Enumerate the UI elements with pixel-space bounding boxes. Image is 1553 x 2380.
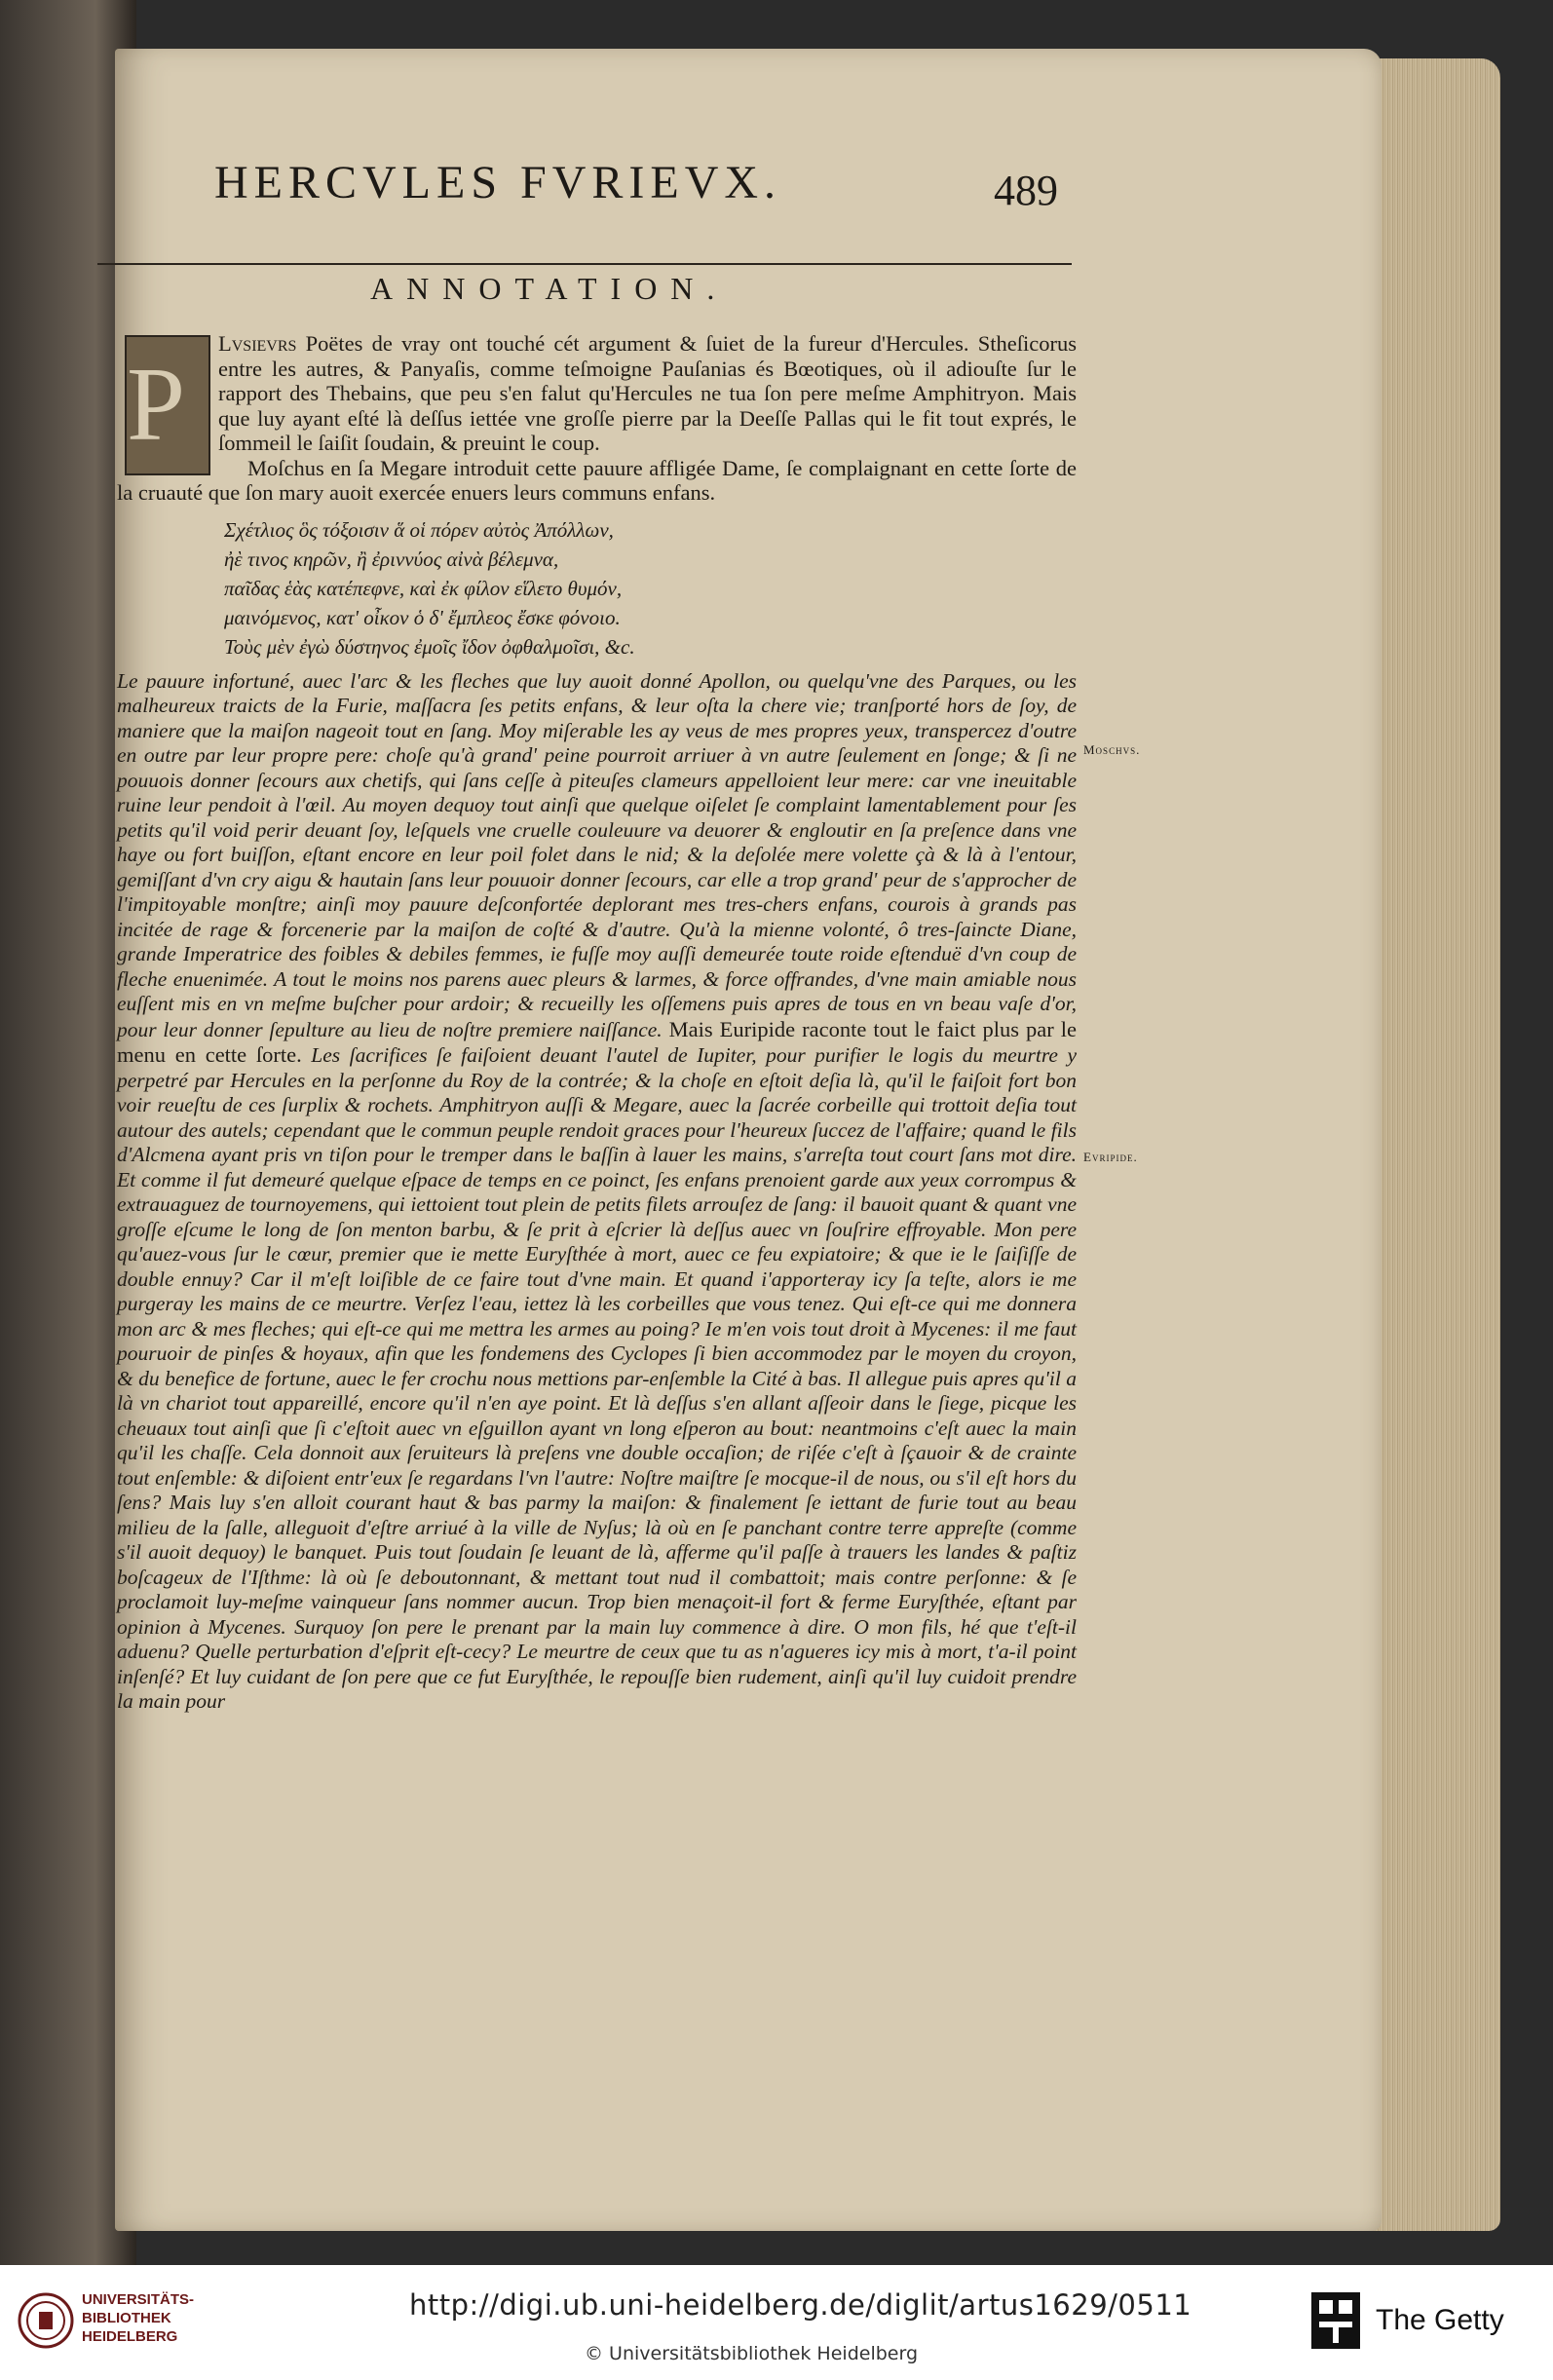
- running-title: HERCVLES FVRIEVX.: [214, 157, 782, 208]
- paragraph-intro: [117, 331, 1077, 463]
- university-seal-icon: [18, 2292, 74, 2349]
- greek-line: Τοὺς μὲν ἐγὼ δύστηνος ἐμοῖς ἴδον ὀφθαλμοῖσι, &c.: [224, 634, 635, 659]
- greek-line: ἠὲ τινος κηρῶν, ἢ ἐριννύος αἰνὰ βέλεμνα,: [224, 547, 559, 571]
- translation-moschus: Le pauure infortuné, auec l'arc & les fleches que luy auoit donné Apollon, ou quelqu'vne des Parques, ou les malheureux traicts de la Furie, maſſacra ſes petits enfans, & leur oſta la chere vie; tranſporté hors de ſoy, de maniere que la maiſon nageoit tout en ſang. Moy miſerable les ay veus de mes propres yeux, transpercez d'outre en outre par leur propre pere: choſe qu'à grand' peine pourroit arriuer à vn autre ſeulement en ſonge; & ſi ne pouuois donner ſecours aux chetifs, qui ſans ceſſe à piteuſes clameurs appelloient leur mere: car vne ineuitable ruine leur pendoit à l'œil. Au moyen dequoy tout ainſi que quelque oiſelet ſe complaint lamentablement pour ſes petits qu'il void perir deuant ſoy, leſquels vne cruelle couleuure va deuorer & engloutir en ſa preſence dans vne haye ou fort buiſſon, eſtant encore en leur poil folet dans le nid; & la deſolée mere volette çà & là à l'entour, gemiſſant d'vn cry aigu & hautain ſans leur pouuoir donner ſecours, car elle a trop grand' peur de s'approcher de l'impitoyable monſtre; ainſi moy pauure deſconfortée deplorant mes tres-chers enfans, courois à grands pas incitée de rage & forcenerie par la maiſon de coſté & d'autre. Qu'à la mienne volonté, ô tres-ſaincte Diane, grande Imperatrice des foibles & debiles femmes, ie fuſſe moy auſſi demeurée toute roide eſtenduë d'vn coup de fleche enuenimée. A tout le moins nos parens auec pleurs & larmes, & force offrandes, d'vne main amiable nous euſſent mis en vn meſme buſcher pour ardoir; & recueilly les oſſemens puis apres de tous en vn beau vaſe d'or, pour leur donner ſepulture au lieu de noſtre premiere naiſſance.: [117, 668, 1077, 1041]
- translation-euripide: Les ſacrifices ſe faiſoient deuant l'autel de Iupiter, pour purifier le logis du meurtre y perpetré par Hercules en la perſonne du Roy de la contrée; & la choſe en eſtoit deſia là, qu'il le faiſoit fort bon voir reueſtu de ces ſurplix & rochets. Amphitryon auſſi & Megare, auec la ſacrée corbeille qui trottoit deſia tout autour des autels; cependant que le commun peuple rendoit graces pour l'heureux ſuccez de l'affaire; quand le fils d'Alcmena ayant pris vn tiſon pour le tremper dans le baſſin à lauer les mains, s'arreſta tout court ſans mot dire. Et comme il fut demeuré quelque eſpace de temps en ce poinct, ſes enfans prenoient garde aux yeux corrompus & extrauaguez de tournoyemens, qui iettoient tout plein de petits filets arrouſez de ſang: il bauoit quant & quant vne groſſe eſcume le long de ſon menton barbu, & ſe prit à eſcrier là deſſus auec vn ſouſrire effroyable. Mon pere qu'auez-vous ſur le cœur, premier que ie mette Euryſthée à mort, auec ce feu expiatoire; & que ie le ſaiſiſſe de double ennuy? Car il m'eſt loiſible de ce faire tout d'vne main. Et quand i'apporteray icy ſa teſte, alors ie me purgeray les mains de ce meurtre. Verſez l'eau, iettez là les corbeilles que vous tenez. Qui eſt-ce qui me donnera mon arc & mes fleches; qui eſt-ce qui me mettra les armes au poing? Ie m'en vois tout droit à Mycenes: il me faut pouruoir de pinſes & hoyaux, afin que les fondemens des Cyclopes ſi bien accommodez par le moyen du croyon, & du benefice de fortune, auec le fer crochu nous mettions par-enſemble la Cité à bas. Il allegue puis apres qu'il a là vn chariot tout appareillé, encore qu'il n'en aye point. Et là deſſus s'en allant aſſeoir dans le ſiege, picque les cheuaux tout ainſi que ſi c'eſtoit auec vn eſguillon ayant vn long eſperon au bout: neantmoins c'eſt auec la main qu'il les chaſſe. Cela donnoit aux ſeruiteurs là preſens vne double occaſion; de riſée c'eſt à ſçauoir & de crainte tout enſemble: & diſoient entr'eux ſe regardans l'vn l'autre: Noſtre maiſtre ſe mocque-il de nous, ou s'il eſt hors du ſens? Mais luy s'en alloit courant haut & bas parmy la maiſon: & finalement ſe iettant de furie tout au beau milieu de la ſalle, alleguoit d'eſtre arriué à la ville de Nyſus; là où en ſe panchant contre terre appreſte (comme s'il auoit dequoy) le banquet. Puis tout ſoudain ſe leuant de là, afferme qu'il paſſe à trauers les landes & paſtiz boſcageux de l'Iſthme: là où ſe deboutonnant, & mettant tout nud il combattoit; mais contre perſonne: & ſe proclamoit luy-meſme vainqueur ſans nommer aucun. Trop bien menaçoit-il fort & ferme Euryſthée, eſtant par opinion à Mycenes. Surquoy ſon pere le prenant par la main luy commence à dire. O mon fils, hé que t'eſt-il aduenu? Quelle perturbation d'eſprit eſt-cecy? Le meurtre de ceux que tu as n'agueres icy mis à mort, t'a-il point inſenſé? Et luy cuidant de ſon pere que ce fut Euryſthée, le repouſſe bien rudement, ainſi qu'il luy cuidoit prendre la main pour: [117, 1043, 1077, 1713]
- header-rule: [97, 263, 1072, 265]
- drop-cap: P: [125, 335, 210, 475]
- partner-name[interactable]: The Getty: [1376, 2304, 1504, 2336]
- greek-quote: [224, 515, 1077, 661]
- paragraph-1-text: Poëtes de vray ont touché cét argument & ſuiet de la fureur d'Hercules. Stheſicorus entre les autres, & Panyaſis, comme teſmoigne Pauſanias és Bœotiques, où il adiouſte ſur le rapport des Thebains, que peu s'en falut qu'Hercules ne tua ſon pere meſme Amphitryon. Mais que luy ayant eſté là deſſus iettée vne groſſe pierre par la Deeſſe Pallas qui le fit tout exprés, le ſommeil le ſaiſit ſoudain, & preuint le coup.: [218, 331, 1077, 455]
- greek-line: Σχέτλιος ὃς τόξοισιν ἅ οἱ πόρεν αὐτὸς Ἀπόλλων,: [224, 517, 614, 542]
- translation-text: [117, 669, 1077, 1715]
- institution-line: BIBLIOTHEK: [82, 2310, 171, 2326]
- greek-line: μαινόμενος, κατ' οἶκον ὁ δ' ἔμπλεος ἔσκε φόνοιο.: [224, 605, 621, 629]
- section-heading: ANNOTATION.: [370, 271, 729, 306]
- copyright-notice: © Universitätsbibliothek Heidelberg: [585, 2343, 919, 2364]
- institution-line: HEIDELBERG: [82, 2328, 178, 2345]
- roman-insert: Mais Euripide raconte tout le faict plus par le menu en cette ſorte.: [117, 1016, 1077, 1067]
- university-library-name[interactable]: [82, 2290, 194, 2346]
- viewer-footer: [0, 2265, 1553, 2380]
- body-text: [117, 331, 1077, 1715]
- permalink-url[interactable]: http://digi.ub.uni-heidelberg.de/diglit/artus1629/0511: [409, 2288, 1193, 2322]
- greek-line: παῖδας ἑὰς κατέπεφνε, καὶ ἐκ φίλον εἵλετο θυμόν,: [224, 576, 623, 600]
- getty-logo-icon: [1311, 2292, 1360, 2349]
- first-word: Lvsievrs: [218, 331, 297, 356]
- page-number: 489: [994, 167, 1058, 214]
- institution-line: UNIVERSITÄTS-: [82, 2291, 195, 2308]
- page-header: [214, 146, 1091, 224]
- paragraph-moschus: Moſchus en ſa Megare introduit cette pauure affligée Dame, ſe complaignant en cette ſorte de la cruauté que ſon mary auoit exercée enuers leurs communs enfans.: [117, 455, 1077, 505]
- page-edges: [1364, 58, 1500, 2231]
- margin-note-moschus: Moschvs.: [1083, 742, 1141, 757]
- margin-note-euripide: Evripide.: [1083, 1150, 1138, 1164]
